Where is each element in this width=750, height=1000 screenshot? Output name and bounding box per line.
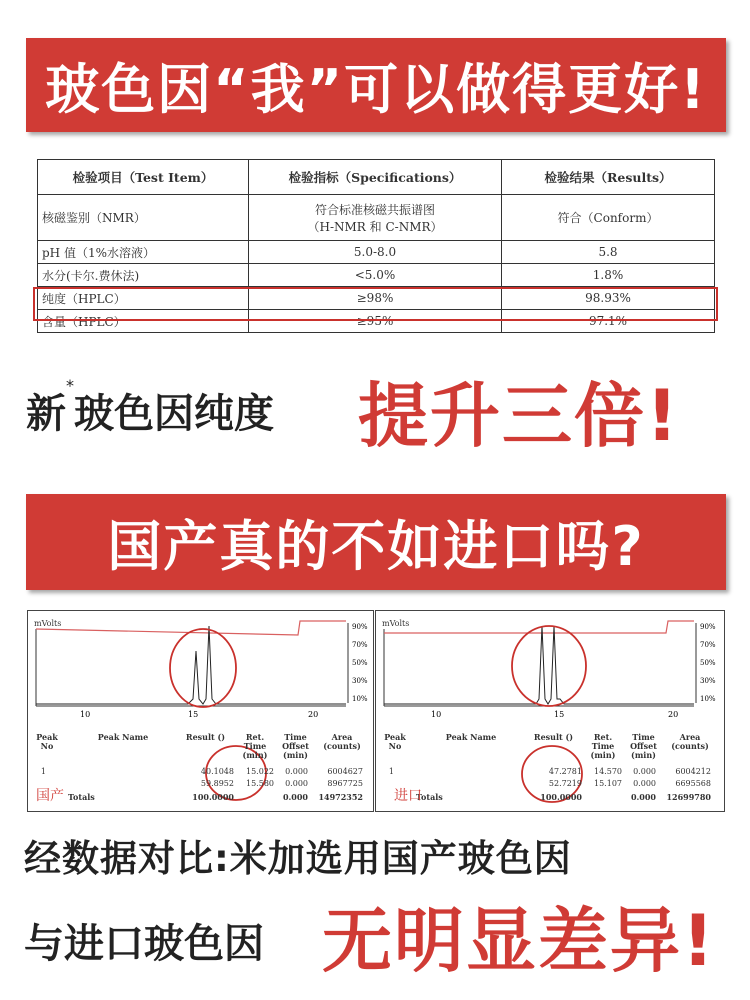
cell-result: 40.1048 <box>200 767 234 776</box>
x-tick-label: 20 <box>668 710 679 719</box>
y-unit-label: mVolts <box>34 619 62 628</box>
col-peak-name: Peak Name <box>445 732 497 742</box>
cell-spec: 5.0-8.0 <box>249 241 502 264</box>
top-banner <box>26 38 726 132</box>
totals-label: Totals <box>416 792 443 802</box>
cell-offset: 0.000 <box>633 767 656 776</box>
verdict-line-1: 经数据对比:米加选用国产玻色因 <box>24 837 572 880</box>
cell-item: pH 值（1%水溶液） <box>38 241 249 264</box>
purity-boost-emphasis: 提升三倍! <box>358 375 680 457</box>
x-tick-label: 10 <box>80 710 91 719</box>
peak-highlight-circle <box>512 626 586 706</box>
header-test-item: 检验项目（Test Item） <box>38 160 249 195</box>
cell-area: 6004212 <box>675 767 711 776</box>
x-tick-label: 10 <box>431 710 442 719</box>
cell-spec: <5.0% <box>249 264 502 287</box>
cell-offset: 0.000 <box>285 767 308 776</box>
pct-tick-label: 30% <box>352 677 368 685</box>
verdict-line-2: 与进口玻色因 <box>24 921 264 967</box>
totals-result: 100.0000 <box>192 792 234 802</box>
slogan-text: 玻色因纯度 <box>74 391 274 437</box>
col-time-offset: Time Offset (min) <box>282 732 309 760</box>
totals-offset: 0.000 <box>630 792 656 802</box>
pct-tick-label: 50% <box>352 659 368 667</box>
totals-result: 100.0000 <box>540 792 582 802</box>
chromatogram-imported <box>375 610 725 812</box>
pct-tick-label: 70% <box>352 641 368 649</box>
totals-label: Totals <box>68 792 95 802</box>
cell-result: 5.8 <box>502 241 715 264</box>
purity-slogan <box>26 376 274 439</box>
top-banner-text: 玻色因“我”可以做得更好! <box>45 57 707 121</box>
col-area: Area (counts) <box>323 732 361 751</box>
question-banner-text: 国产真的不如进口吗? <box>107 514 645 578</box>
spec-table-header <box>38 160 715 195</box>
pct-tick-label: 90% <box>700 623 716 631</box>
pct-tick-label: 30% <box>700 677 716 685</box>
col-peak-name: Peak Name <box>97 732 149 742</box>
cell-spec <box>249 195 502 241</box>
question-banner <box>26 494 726 590</box>
peak-trace <box>384 626 694 704</box>
col-result: Result () <box>533 732 574 742</box>
no-difference-emphasis: 无明显差异! <box>322 900 716 982</box>
table-row <box>38 241 715 264</box>
col-area: Area (counts) <box>671 732 709 751</box>
peak-highlight-circle <box>170 629 236 707</box>
pct-tick-label: 50% <box>700 659 716 667</box>
cell-area: 8967725 <box>327 779 363 788</box>
cell-result: 1.8% <box>502 264 715 287</box>
cell-result: 97.1% <box>502 310 715 333</box>
domestic-stamp: 国产 <box>36 788 64 804</box>
cell-item: 核磁鉴别（NMR） <box>38 195 249 241</box>
purity-highlight-box <box>33 287 718 321</box>
table-row <box>38 264 715 287</box>
pct-tick-label: 90% <box>352 623 368 631</box>
spec-line: （H-NMR 和 C-NMR） <box>307 219 443 234</box>
x-tick-label: 15 <box>188 710 199 719</box>
header-specifications: 检验指标（Specifications） <box>249 160 502 195</box>
x-tick-label: 20 <box>308 710 319 719</box>
table-row <box>38 195 715 241</box>
cell-peak-no: 1 <box>40 767 46 776</box>
header-results: 检验结果（Results） <box>502 160 715 195</box>
pct-tick-label: 10% <box>700 695 716 703</box>
y-unit-label: mVolts <box>382 619 410 628</box>
cell-item: 水分(卡尔.费休法) <box>38 264 249 287</box>
cell-result: 符合（Conform） <box>502 195 715 241</box>
x-tick-label: 15 <box>554 710 565 719</box>
col-peak-no: Peak No <box>36 732 58 751</box>
col-result: Result () <box>185 732 226 742</box>
cell-item: 含量（HPLC） <box>38 310 249 333</box>
cell-offset: 0.000 <box>285 779 308 788</box>
pct-tick-label: 70% <box>700 641 716 649</box>
totals-area: 14972352 <box>318 792 363 802</box>
totals-offset: 0.000 <box>282 792 308 802</box>
cell-item: 纯度（HPLC） <box>38 287 249 310</box>
gradient-line <box>36 621 346 635</box>
totals-area: 12699780 <box>666 792 711 802</box>
chromatogram-domestic <box>27 610 374 812</box>
cell-ret-time: 15.107 <box>594 779 622 788</box>
cell-result: 59.8952 <box>200 779 234 788</box>
col-ret-time: Ret. Time (min) <box>242 732 268 760</box>
cell-area: 6004627 <box>327 767 363 776</box>
cell-result: 98.93% <box>502 287 715 310</box>
slogan-prefix: 新 <box>26 391 66 437</box>
col-peak-no: Peak No <box>384 732 406 751</box>
asterisk-mark: * <box>66 376 74 395</box>
cell-offset: 0.000 <box>633 779 656 788</box>
cell-result: 52.7219 <box>548 779 582 788</box>
cell-spec: ≥98% <box>249 287 502 310</box>
imported-stamp: 进口 <box>394 788 422 804</box>
cell-ret-time: 15.022 <box>246 767 274 776</box>
cell-ret-time: 15.580 <box>246 779 274 788</box>
peak-trace <box>36 626 346 704</box>
cell-ret-time: 14.570 <box>594 767 622 776</box>
cell-spec: ≥95% <box>249 310 502 333</box>
pct-tick-label: 10% <box>352 695 368 703</box>
col-time-offset: Time Offset (min) <box>630 732 657 760</box>
cell-result: 47.2781 <box>548 767 582 776</box>
cell-peak-no: 1 <box>388 767 394 776</box>
col-ret-time: Ret. Time (min) <box>590 732 616 760</box>
spec-line: 符合标准核磁共振谱图 <box>314 202 435 217</box>
cell-area: 6695568 <box>675 779 711 788</box>
